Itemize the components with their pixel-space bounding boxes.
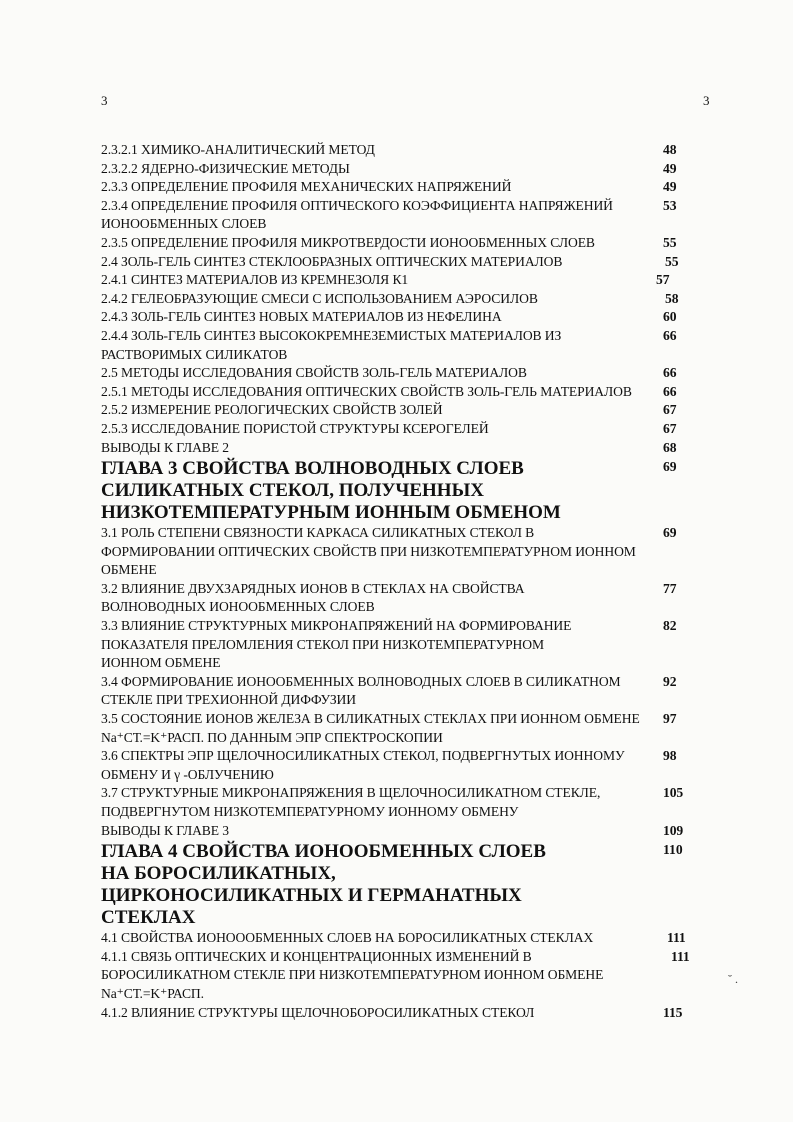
toc-entry[interactable] xyxy=(101,290,701,309)
toc-entry-title: 3.2 ВЛИЯНИЕ ДВУХЗАРЯДНЫХ ИОНОВ В СТЕКЛАХ НА СВОЙСТВА ВОЛНОВОДНЫХ ИОНООБМЕННЫХ СЛОЕВ xyxy=(101,580,525,615)
toc-entry-page: 98 xyxy=(663,748,677,764)
toc-entry-title: 3.4 ФОРМИРОВАНИЕ ИОНООБМЕННЫХ ВОЛНОВОДНЫХ СЛОЕВ В СИЛИКАТНОМ СТЕКЛЕ ПРИ ТРЕХИОННОЙ ДИФФУЗИИ xyxy=(101,673,621,708)
chapter-3-title: ГЛАВА 3 СВОЙСТВА ВОЛНОВОДНЫХ СЛОЕВ СИЛИКАТНЫХ СТЕКОЛ, ПОЛУЧЕННЫХ НИЗКОТЕМПЕРАТУРНЫМ ИОННЫМ ОБМЕНОМ xyxy=(101,458,561,524)
toc-entry[interactable] xyxy=(101,948,701,1004)
toc-entry-title: 2.3.3 ОПРЕДЕЛЕНИЕ ПРОФИЛЯ МЕХАНИЧЕСКИХ НАПРЯЖЕНИЙ xyxy=(101,179,512,195)
toc-entry-page: 58 xyxy=(665,290,679,306)
toc-entry-title: 2.4.2 ГЕЛЕОБРАЗУЮЩИЕ СМЕСИ С ИСПОЛЬЗОВАНИЕМ АЭРОСИЛОВ xyxy=(101,290,538,306)
toc-entry[interactable] xyxy=(101,327,701,364)
toc-entry-title: 2.3.2.2 ЯДЕРНО-ФИЗИЧЕСКИЕ МЕТОДЫ xyxy=(101,160,350,176)
toc-entry[interactable] xyxy=(101,439,701,458)
table-of-contents xyxy=(101,141,701,1022)
toc-chapter-heading[interactable] xyxy=(101,458,701,524)
page-number-right: 3 xyxy=(703,93,710,108)
toc-entry-page: 111 xyxy=(671,948,690,964)
toc-entry-page: 115 xyxy=(663,1004,683,1020)
toc-entry[interactable] xyxy=(101,383,701,402)
toc-entry-page: 48 xyxy=(663,142,677,157)
toc-entry-title: 2.3.2.1 ХИМИКО-АНАЛИТИЧЕСКИЙ МЕТОД xyxy=(101,142,375,157)
toc-entry-page: 57 xyxy=(656,272,670,288)
toc-entry-title: 4.1.1 СВЯЗЬ ОПТИЧЕСКИХ И КОНЦЕНТРАЦИОННЫХ ИЗМЕНЕНИЙ В БОРОСИЛИКАТНОМ СТЕКЛЕ ПРИ НИЗКОТЕМПЕРАТУРНОМ ИОННОМ ОБМЕНЕ Na⁺СТ.=K⁺РАСП. xyxy=(101,948,604,1001)
toc-entry-title: 2.5.1 МЕТОДЫ ИССЛЕДОВАНИЯ ОПТИЧЕСКИХ СВОЙСТВ ЗОЛЬ-ГЕЛЬ МАТЕРИАЛОВ xyxy=(101,383,632,399)
toc-entry-title: ВЫВОДЫ К ГЛАВЕ 2 xyxy=(101,439,229,455)
toc-entry-title: 2.5 МЕТОДЫ ИССЛЕДОВАНИЯ СВОЙСТВ ЗОЛЬ-ГЕЛЬ МАТЕРИАЛОВ xyxy=(101,365,527,381)
toc-entry[interactable] xyxy=(101,178,701,197)
toc-entry-page: 109 xyxy=(663,822,684,838)
toc-entry-page: 55 xyxy=(663,234,677,250)
toc-entry[interactable] xyxy=(101,710,701,747)
toc-entry-title: 2.4.4 ЗОЛЬ-ГЕЛЬ СИНТЕЗ ВЫСОКОКРЕМНЕЗЕМИСТЫХ МАТЕРИАЛОВ ИЗ РАСТВОРИМЫХ СИЛИКАТОВ xyxy=(101,327,562,362)
toc-entry[interactable] xyxy=(101,929,701,948)
toc-entry[interactable] xyxy=(101,673,701,710)
toc-entry-page: 60 xyxy=(663,309,677,325)
chapter-4-title: ГЛАВА 4 СВОЙСТВА ИОНООБМЕННЫХ СЛОЕВ НА БОРОСИЛИКАТНЫХ, ЦИРКОНОСИЛИКАТНЫХ И ГЕРМАНАТНЫХ СТЕКЛАХ xyxy=(101,841,546,929)
toc-entry[interactable] xyxy=(101,784,701,821)
toc-entry-title: ВЫВОДЫ К ГЛАВЕ 3 xyxy=(101,822,229,838)
scan-speck: ˘ . xyxy=(728,972,738,986)
page-number-left: 3 xyxy=(101,93,108,108)
toc-entry-page: 55 xyxy=(665,253,679,269)
toc-entry[interactable] xyxy=(101,1004,701,1023)
toc-entry-page: 82 xyxy=(663,618,677,634)
toc-entry-title: 2.3.5 ОПРЕДЕЛЕНИЕ ПРОФИЛЯ МИКРОТВЕРДОСТИ ИОНООБМЕННЫХ СЛОЕВ xyxy=(101,234,595,250)
toc-entry[interactable] xyxy=(101,524,701,580)
toc-entry-page: 67 xyxy=(663,420,677,436)
toc-entry-page: 97 xyxy=(663,711,677,727)
toc-entry[interactable] xyxy=(101,234,701,253)
toc-entry-title: 4.1.2 ВЛИЯНИЕ СТРУКТУРЫ ЩЕЛОЧНОБОРОСИЛИКАТНЫХ СТЕКОЛ xyxy=(101,1004,535,1020)
toc-entry-title: 2.4.1 СИНТЕЗ МАТЕРИАЛОВ ИЗ КРЕМНЕЗОЛЯ К1 xyxy=(101,272,409,288)
toc-entry-title: 2.3.4 ОПРЕДЕЛЕНИЕ ПРОФИЛЯ ОПТИЧЕСКОГО КОЭФФИЦИЕНТА НАПРЯЖЕНИЙ ИОНООБМЕННЫХ СЛОЕВ xyxy=(101,197,613,232)
toc-entry[interactable] xyxy=(101,580,701,617)
toc-entry[interactable] xyxy=(101,747,701,784)
toc-entry-page: 66 xyxy=(663,327,677,343)
toc-chapter-heading[interactable] xyxy=(101,841,701,929)
toc-entry-title: 2.5.2 ИЗМЕРЕНИЕ РЕОЛОГИЧЕСКИХ СВОЙСТВ ЗОЛЕЙ xyxy=(101,402,443,418)
chapter-3-page: 69 xyxy=(663,459,677,475)
toc-entry-page: 69 xyxy=(663,525,677,541)
toc-entry-page: 49 xyxy=(663,160,677,176)
toc-entry-title: 4.1 СВОЙСТВА ИОНОООБМЕННЫХ СЛОЕВ НА БОРОСИЛИКАТНЫХ СТЕКЛАХ xyxy=(101,930,594,946)
toc-entry-title: 3.5 СОСТОЯНИЕ ИОНОВ ЖЕЛЕЗА В СИЛИКАТНЫХ СТЕКЛАХ ПРИ ИОННОМ ОБМЕНЕ Na⁺СТ.=K⁺РАСП. ПО ДАННЫМ ЭПР СПЕКТРОСКОПИИ xyxy=(101,711,640,745)
toc-entry-title: 3.7 СТРУКТУРНЫЕ МИКРОНАПРЯЖЕНИЯ В ЩЕЛОЧНОСИЛИКАТНОМ СТЕКЛЕ, ПОДВЕРГНУТОМ НИЗКОТЕМПЕРАТУРНОМУ ИОННОМУ ОБМЕНУ xyxy=(101,785,601,819)
toc-entry[interactable] xyxy=(101,364,701,383)
toc-entry-page: 67 xyxy=(663,402,677,418)
chapter-4-page: 110 xyxy=(663,842,683,858)
toc-entry-page: 111 xyxy=(667,930,686,946)
toc-entry[interactable] xyxy=(101,308,701,327)
toc-entry-page: 66 xyxy=(663,383,677,399)
toc-entry-title: 3.3 ВЛИЯНИЕ СТРУКТУРНЫХ МИКРОНАПРЯЖЕНИЙ НА ФОРМИРОВАНИЕ ПОКАЗАТЕЛЯ ПРЕЛОМЛЕНИЯ СТЕКОЛ ПРИ НИЗКОТЕМПЕРАТУРНОМ ИОННОМ ОБМЕНЕ xyxy=(101,618,572,671)
toc-entry[interactable] xyxy=(101,197,701,234)
toc-entry[interactable] xyxy=(101,822,701,841)
toc-entry[interactable] xyxy=(101,160,701,179)
toc-entry-title: 3.6 СПЕКТРЫ ЭПР ЩЕЛОЧНОСИЛИКАТНЫХ СТЕКОЛ, ПОДВЕРГНУТЫХ ИОННОМУ ОБМЕНУ И γ -ОБЛУЧЕНИЮ xyxy=(101,748,625,782)
toc-entry-page: 105 xyxy=(663,785,684,801)
toc-entry[interactable] xyxy=(101,141,701,160)
toc-entry-page: 66 xyxy=(663,365,677,381)
toc-entry[interactable] xyxy=(101,253,701,272)
toc-entry[interactable] xyxy=(101,271,701,290)
toc-entry[interactable] xyxy=(101,617,701,673)
toc-entry-page: 92 xyxy=(663,673,677,689)
toc-entry-page: 49 xyxy=(663,179,677,195)
toc-entry[interactable] xyxy=(101,420,701,439)
toc-entry-page: 77 xyxy=(663,580,677,596)
toc-entry-page: 53 xyxy=(663,197,677,213)
toc-entry-title: 2.5.3 ИССЛЕДОВАНИЕ ПОРИСТОЙ СТРУКТУРЫ КСЕРОГЕЛЕЙ xyxy=(101,420,489,436)
toc-entry-title: 3.1 РОЛЬ СТЕПЕНИ СВЯЗНОСТИ КАРКАСА СИЛИКАТНЫХ СТЕКОЛ В ФОРМИРОВАНИИ ОПТИЧЕСКИХ СВОЙСТВ ПРИ НИЗКОТЕМПЕРАТУРНОМ ИОННОМ ОБМЕНЕ xyxy=(101,525,636,578)
toc-entry-title: 2.4.3 ЗОЛЬ-ГЕЛЬ СИНТЕЗ НОВЫХ МАТЕРИАЛОВ ИЗ НЕФЕЛИНА xyxy=(101,309,502,325)
toc-entry-title: 2.4 ЗОЛЬ-ГЕЛЬ СИНТЕЗ СТЕКЛООБРАЗНЫХ ОПТИЧЕСКИХ МАТЕРИАЛОВ xyxy=(101,253,563,269)
toc-entry-page: 68 xyxy=(663,439,677,455)
toc-entry[interactable] xyxy=(101,401,701,420)
